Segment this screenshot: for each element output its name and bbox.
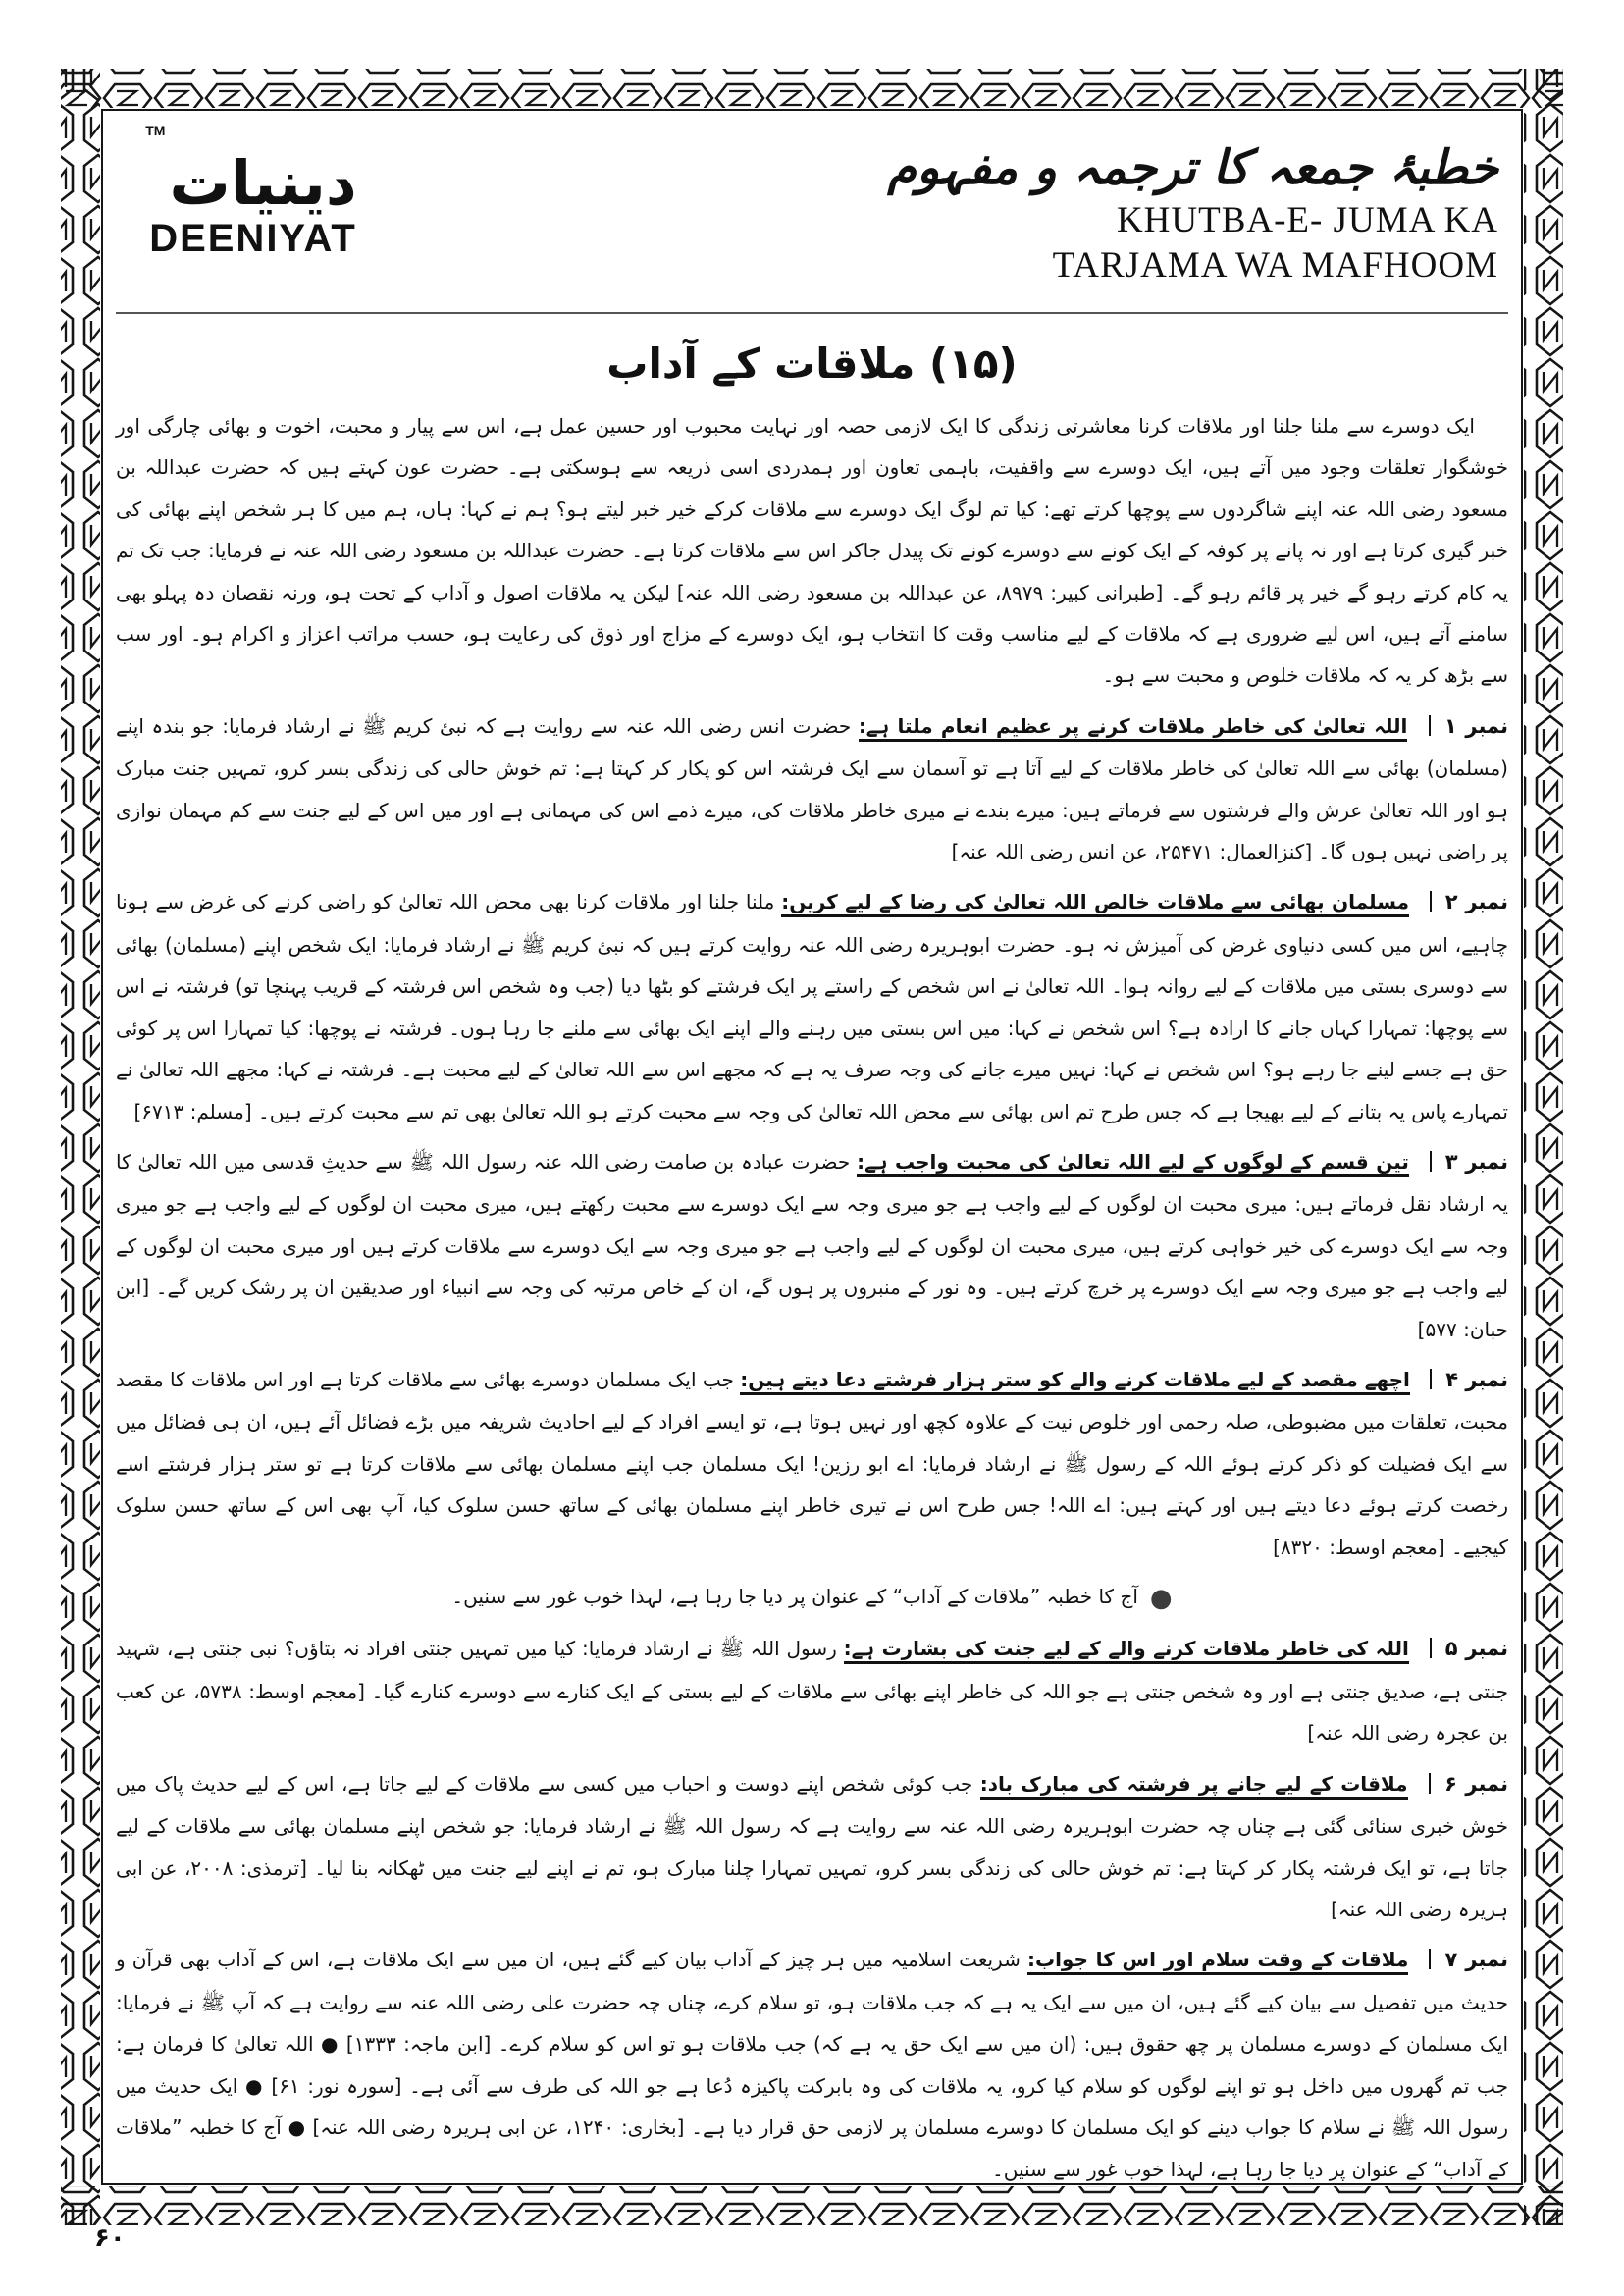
- section-1: [116, 704, 1508, 873]
- section-4-number: نمبر ۴: [1445, 1367, 1509, 1391]
- page-number: ۶۰: [94, 2223, 126, 2253]
- section-7-heading: ملاقات کے وقت سلام اور اس کا جواب:: [1027, 1948, 1408, 1975]
- header-titles: [887, 133, 1498, 287]
- section-divider: [1429, 1949, 1431, 1969]
- deeniyat-logo: [126, 123, 381, 261]
- page-title: (۱۵) ملاقات کے آداب: [606, 339, 1018, 388]
- section-4: [116, 1358, 1508, 1568]
- section-2-body: ملنا جلنا اور ملاقات کرنا بھی محض اللہ تعالیٰ کو راضی کرنے کی غرض سے ہونا چاہیے، اس میں کسی دنیاوی غرض کی آمیزش نہ ہو۔ حضرت ابوہریرہ رضی اللہ عنہ روایت کرتے ہیں کہ نبئ کریم ﷺ نے ارشاد فرمایا: ایک شخص اپنے (مسلمان) بھائی سے دوسری بستی میں ملاقات کے لیے روانہ ہوا۔ اللہ تعالیٰ نے اس شخص کے راستے پر ایک فرشتے کو بٹھا دیا (جب وہ شخص اس فرشتہ کے قریب پہنچا تو) فرشتہ نے اس سے پوچھا: تمہارا کہاں جانے کا ارادہ ہے؟ اس شخص نے کہا: میں اس بستی میں رہنے والے اپنے ایک بھائی سے ملنے جا رہا ہوں۔ فرشتہ نے پوچھا: کیا تمہارا اس پر کوئی حق ہے جسے لینے جا رہے ہو؟ اس شخص نے کہا: نہیں میرے جانے کی وجہ صرف یہ ہے کہ مجھے اس سے اللہ تعالیٰ کے لیے محبت ہے۔ فرشتہ نے کہا: مجھے اللہ تعالیٰ نے تمہارے پاس یہ بتانے کے لیے بھیجا ہے کہ جس طرح تم اس بھائی سے محض اللہ تعالیٰ کی وجہ سے محبت کرتے ہو اللہ تعالیٰ بھی تم سے محبت کرتے ہیں۔ [مسلم: ۶۷۱۳]: [116, 890, 1508, 1123]
- section-6-body: جب کوئی شخص اپنے دوست و احباب میں کسی سے ملاقات کے لیے جاتا ہے، اس کے لیے حدیث پاک میں خوش خبری سنائی گئی ہے چناں چہ حضرت ابوہریرہ رضی اللہ عنہ سے روایت ہے کہ رسول اللہ ﷺ نے ارشاد فرمایا: جو شخص اپنے مسلمان بھائی سے ملاقات کے لیے جاتا ہے، تو ایک فرشتہ پکار کر کہتا ہے: تم خوش حالی کی زندگی بسر کرو، تمہیں تمہارا چلنا مبارک ہو، تم نے اپنے لیے جنت میں ٹھکانہ بنا لیا۔ [ترمذی: ۲۰۰۸، عن ابی ہریرہ رضی اللہ عنہ]: [116, 1771, 1508, 1922]
- section-1-number: نمبر ۱: [1444, 713, 1509, 738]
- section-divider: [1429, 1773, 1431, 1794]
- deeniyat-latin-wordmark: DEENIYAT: [149, 217, 357, 261]
- section-7: [116, 1938, 1508, 2189]
- note-bullet-icon: ●: [1149, 1584, 1173, 1614]
- intro-paragraph: ایک دوسرے سے ملنا جلنا اور ملاقات کرنا معاشرتی زندگی کا ایک لازمی حصہ اور نہایت محبوب اور حسین عمل ہے، اس سے پیار و محبت، اخوت و بھائی چارگی اور خوشگوار تعلقات وجود میں آتے ہیں، ایک دوسرے سے واقفیت، باہمی تعاون اور ہمدردی اسی ذریعہ سے ہوسکتی ہے۔ حضرت عون کہتے ہیں کہ حضرت عبداللہ بن مسعود رضی اللہ عنہ اپنے شاگردوں سے پوچھا کرتے تھے: کیا تم لوگ ایک دوسرے سے ملاقات کرکے خیر خبر لیتے ہو؟ ہم نے کہا: ہاں، ہم میں کا ہر شخص اپنے بھائی کی خبر گیری کرتا ہے اور نہ پانے پر کوفہ کے ایک کونے سے دوسرے کونے تک پیدل جاکر اس سے ملاقات کرتا ہے۔ حضرت عبداللہ بن مسعود رضی اللہ عنہ نے فرمایا: جب تک تم یہ کام کرتے رہو گے خیر پر قائم رہو گے۔ [طبرانی کبیر: ۸۹۷۹، عن عبداللہ بن مسعود رضی اللہ عنہ] لیکن یہ ملاقات اصول و آداب کے تحت ہو، ورنہ نقصان دہ پہلو بھی سامنے آتے ہیں، اس لیے ضروری ہے کہ ملاقات کے لیے مناسب وقت کا انتخاب ہو، ایک دوسرے کے مزاج اور ذوق کی رعایت ہو، حسب مراتب اعزاز و اکرام ہو۔ اور سب سے بڑھ کر یہ کہ ملاقات خلوص و محبت سے ہو۔: [116, 414, 1509, 688]
- section-3-heading: تین قسم کے لوگوں کے لیے اللہ تعالیٰ کی محبت واجب ہے:: [857, 1150, 1409, 1177]
- section-3-number: نمبر ۳: [1444, 1149, 1508, 1174]
- section-1-heading: اللہ تعالیٰ کی خاطر ملاقات کرنے پر عظیم انعام ملتا ہے:: [859, 714, 1408, 742]
- section-2: [116, 880, 1508, 1131]
- latin-title-line2: TARJAMA WA MAFHOOM: [1052, 244, 1498, 286]
- section-7-number: نمبر ۷: [1444, 1948, 1508, 1972]
- section-5-number: نمبر ۵: [1444, 1637, 1509, 1661]
- trademark-symbol: TM: [145, 123, 166, 138]
- section-divider: [1430, 891, 1432, 912]
- section-5-body: رسول اللہ ﷺ نے ارشاد فرمایا: کیا میں تمہیں جنتی افراد نہ بتاؤں؟ نبی جنتی ہے، شہید جنتی ہے، صدیق جنتی ہے اور وہ شخص جنتی ہے جو اللہ کی خاطر اپنے بھائی سے ملاقات کے لیے بستی کے ایک کنارے سے دوسرے کنارے گیا۔ [معجم اوسط: ۵۷۳۸، عن کعب بن عجرہ رضی اللہ عنہ]: [116, 1637, 1508, 1746]
- section-6: [116, 1762, 1508, 1931]
- section-2-number: نمبر ۲: [1444, 890, 1508, 914]
- latin-title-line1: KHUTBA-E- JUMA KA: [1116, 200, 1498, 241]
- section-divider: [1430, 1638, 1432, 1658]
- section-3: [116, 1140, 1508, 1350]
- section-7-body: شریعت اسلامیہ میں ہر چیز کے آداب بیان کیے گئے ہیں، ان میں سے ایک ملاقات ہے، اس کے آداب بھی قرآن و حدیث میں تفصیل سے بیان کیے گئے ہیں، ان میں سے ایک یہ ہے کہ جب ملاقات ہو، تو سلام کرے، چناں چہ حضرت علی رضی اللہ عنہ سے روایت ہے کہ آپ ﷺ نے فرمایا: ایک مسلمان کے دوسرے مسلمان پر چھ حقوق ہیں: (ان میں سے ایک حق یہ ہے کہ) جب ملاقات ہو تو اس کو سلام کرے۔ [ابن ماجہ: ۱۳۳۳] ● اللہ تعالیٰ کا فرمان ہے: جب تم گھروں میں داخل ہو تو اپنے لوگوں کو سلام کیا کرو، یہ ملاقات کی وہ بابرکت پاکیزہ دُعا ہے جو اللہ کی طرف سے آئی ہے۔ [سورہ نور: ۶۱] ● ایک حدیث میں رسول اللہ ﷺ نے سلام کا جواب دینے کو ایک مسلمان کا دوسرے مسلمان پر لازمی حق قرار دیا ہے۔ [بخاری: ۱۲۴۰، عن ابی ہریرہ رضی اللہ عنہ] ● آج کا خطبہ ”ملاقات کے آداب“ کے عنوان پر دیا جا رہا ہے، لہذا خوب غور سے سنیں۔: [116, 1948, 1509, 2181]
- section-2-heading: مسلمان بھائی سے ملاقات خالص اللہ تعالیٰ کی رضا کے لیے کریں:: [781, 890, 1409, 917]
- section-divider: [1430, 1369, 1432, 1389]
- urdu-calligraphy-title: خطبۂ جمعہ کا ترجمہ و مفہوم: [887, 140, 1498, 195]
- section-6-number: نمبر ۶: [1444, 1771, 1509, 1796]
- section-divider: [1430, 1151, 1432, 1172]
- page-content: [116, 120, 1508, 2188]
- page-header: [116, 120, 1508, 314]
- section-5: [116, 1627, 1508, 1753]
- section-5-heading: اللہ کی خاطر ملاقات کرنے والے کے لیے جنت کی بشارت ہے:: [844, 1637, 1409, 1664]
- section-4-heading: اچھے مقصد کے لیے ملاقات کرنے والے کو ستر ہزار فرشتے دعا دیتے ہیں:: [740, 1368, 1410, 1395]
- khutba-topic-note-text: آج کا خطبہ ”ملاقات کے آداب“ کے عنوان پر دیا جا رہا ہے، لہذا خوب غور سے سنیں۔: [451, 1585, 1138, 1609]
- deeniyat-arabic-wordmark: [145, 123, 357, 219]
- section-6-heading: ملاقات کے لیے جانے پر فرشتہ کی مبارک باد:: [980, 1772, 1408, 1800]
- khutba-topic-note: [116, 1576, 1508, 1617]
- section-3-body: حضرت عبادہ بن صامت رضی اللہ عنہ رسول اللہ ﷺ سے حدیثِ قدسی میں اللہ تعالیٰ کا یہ ارشاد نقل فرماتے ہیں: میری محبت ان لوگوں کے لیے واجب ہے جو میری وجہ سے ایک دوسرے سے محبت رکھتے ہیں، میری محبت ان لوگوں کے لیے واجب ہے جو میری وجہ سے ایک دوسرے کی خیر خواہی کرتے ہیں، میری محبت ان لوگوں کے لیے واجب ہے جو میری وجہ سے ایک دوسرے سے ملاقات کرتے ہیں اور میری محبت ان لوگوں کے لیے واجب ہے جو میری وجہ سے ایک دوسرے پر خرچ کرتے ہیں۔ وہ نور کے منبروں پر ہوں گے، ان کے خاص مرتبہ کی وجہ سے انبیاء اور صدیقین ان پر رشک کریں گے۔ [ابن حبان: ۵۷۷]: [116, 1149, 1508, 1341]
- section-4-body: جب ایک مسلمان دوسرے بھائی سے ملاقات کرتا ہے اور اس ملاقات کا مقصد محبت، تعلقات میں مضبوطی، صلہ رحمی اور خلوص نیت کے علاوہ کچھ اور نہیں ہوتا ہے، تو ایسے افراد کے لیے احادیث شریفہ میں بڑے فضائل آئے ہیں، ان ہی فضائل میں سے ایک فضیلت کو ذکر کرتے ہوئے اللہ کے رسول ﷺ نے ارشاد فرمایا: اے ابو رزین! ایک مسلمان جب اپنے مسلمان بھائی سے ملاقات کرتا ہے تو ستر ہزار فرشتے اسے رخصت کرتے ہوئے دعا دیتے ہیں اور کہتے ہیں: اے اللہ! جس طرح اس نے تیری خاطر اپنے مسلمان بھائی کے ساتھ حسن سلوک کیا، آپ بھی اس کے ساتھ حسن سلوک کیجیے۔ [معجم اوسط: ۸۳۲۰]: [116, 1367, 1508, 1559]
- section-1-body: حضرت انس رضی اللہ عنہ سے روایت ہے کہ نبئ کریم ﷺ نے ارشاد فرمایا: جو بندہ اپنے (مسلمان) بھائی سے اللہ تعالیٰ کی خاطر ملاقات کے لیے آتا ہے تو آسمان سے ایک فرشتہ اس کو پکار کر کہتا ہے: تم خوش حالی کی زندگی بسر کرو، تمہیں جنت مبارک ہو اور اللہ تعالیٰ عرش والے فرشتوں سے فرماتے ہیں: میرے بندے نے میری خاطر ملاقات کی، میرے ذمے اس کی مہمانی ہے اور میں اس کے لیے جنت سے کم مہمان نوازی پر راضی نہیں ہوں گا۔ [کنزالعمال: ۲۵۴۷۱، عن انس رضی اللہ عنہ]: [116, 713, 1508, 864]
- section-divider: [1429, 715, 1431, 736]
- deeniyat-arabic-text: دینیات: [169, 147, 357, 219]
- body-text: [116, 405, 1508, 2190]
